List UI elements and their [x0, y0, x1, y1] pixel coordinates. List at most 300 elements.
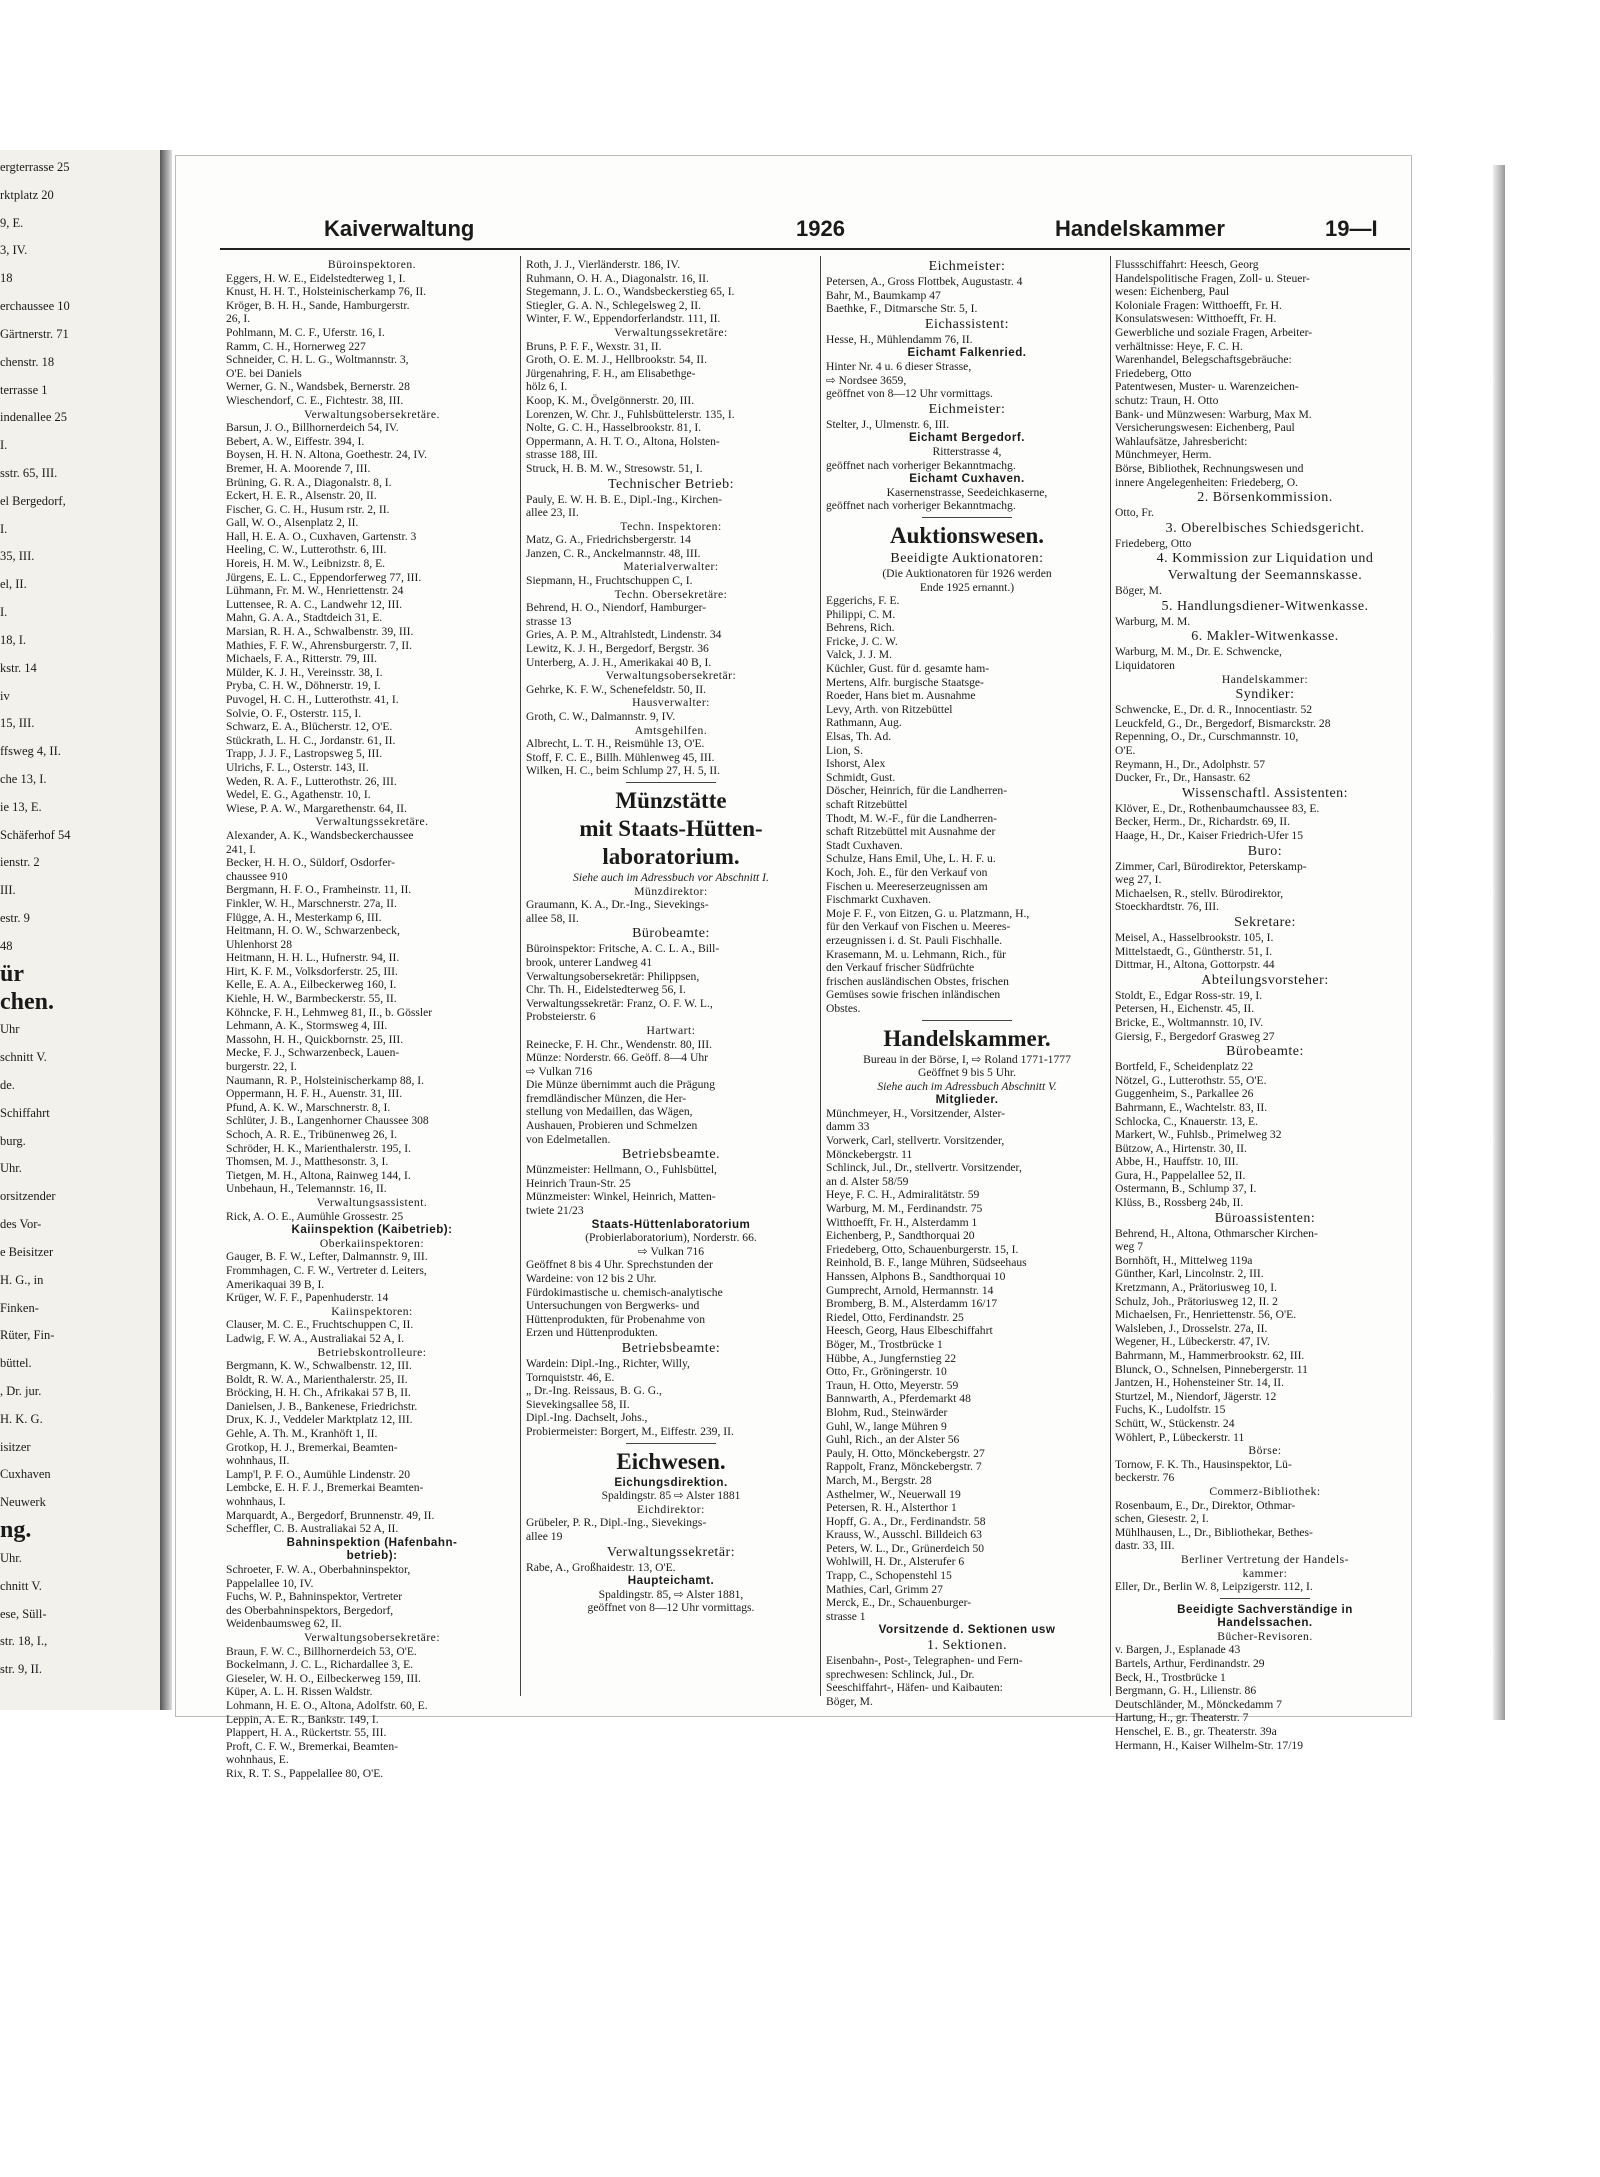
entry-line: Moje F. F., von Eitzen, G. u. Platzmann, H., [826, 906, 1030, 920]
column-1 [226, 258, 518, 1781]
entry-line: Wöhlert, P., Lübeckerstr. 11 [1115, 1430, 1245, 1444]
entry-line: Bureau in der Börse, I, ⇨ Roland 1771-1777 [863, 1052, 1071, 1066]
entry-line: Winter, F. W., Eppendorferlandstr. 111, II. [526, 312, 721, 326]
section-heading: Eichassistent: [925, 316, 1009, 332]
entry-line: Bergmann, G. H., Lilienstr. 86 [1115, 1684, 1257, 1698]
entry-line: Friedeberg, Otto, Schauenburgerstr. 15, I. [826, 1242, 1019, 1256]
entry-line: Rosenbaum, E., Dr., Direktor, Othmar- [1115, 1498, 1296, 1512]
left-page-line: ng. [0, 1517, 32, 1544]
entry-line: erzeugnissen i. d. St. Pauli Fischhalle. [826, 933, 1003, 947]
entry-line: wohnhaus, I. [226, 1495, 286, 1509]
entry-line: Verwaltungsobersekretär: Philippsen, [526, 969, 700, 983]
entry-line: Brüning, G. R. A., Diagonalstr. 8, I. [226, 475, 392, 489]
section-heading: 1. Sektionen. [927, 1638, 1007, 1654]
column-2 [526, 258, 816, 1615]
entry-line: Verwaltungssekretär: Franz, O. F. W. L., [526, 996, 713, 1010]
entry-line: Schütt, W., Stückenstr. 24 [1115, 1416, 1235, 1430]
entry-line: Siehe auch im Adressbuch vor Abschnitt I. [573, 870, 769, 884]
entry-line: Bützow, A., Hirtenstr. 30, II. [1115, 1141, 1247, 1155]
entry-line: Behrend, H. O., Niendorf, Hamburger- [526, 601, 707, 615]
entry-line: Schulz, Joh., Prätoriusweg 12, II. 2 [1115, 1294, 1278, 1308]
entry-line: Mönckebergstr. 11 [826, 1147, 913, 1161]
entry-line: Markert, W., Fuhlsb., Primelweg 32 [1115, 1128, 1282, 1142]
entry-line: Frommhagen, C. F. W., Vertreter d. Leiters, [226, 1263, 427, 1277]
left-page-line: el Bergedorf, [0, 493, 66, 508]
section-heading: betrieb): [346, 1549, 398, 1563]
left-page-line: estr. 9 [0, 911, 30, 926]
entry-line: Günther, Karl, Lincolnstr. 2, III. [1115, 1267, 1264, 1281]
section-heading: Eichamt Falkenried. [907, 346, 1027, 360]
left-page-line: H. K. G. [0, 1411, 43, 1426]
header-right-title: Handelskammer [1055, 216, 1225, 241]
entry-line: Elsas, Th. Ad. [826, 730, 892, 744]
entry-line: Konsulatswesen: Witthoefft, Fr. H. [1115, 312, 1277, 326]
entry-line: Blunck, O., Schnelsen, Pinnebergerstr. 11 [1115, 1362, 1308, 1376]
entry-line: burgerstr. 22, I. [226, 1060, 297, 1074]
entry-line: Erzen und Hüttenprodukten. [526, 1326, 658, 1340]
section-heading: Wissenschaftl. Assistenten: [1181, 785, 1349, 801]
entry-line: Gall, W. O., Alsenplatz 2, II. [226, 516, 359, 530]
section-heading: Haupteichamt. [627, 1574, 715, 1588]
section-title: Handelskammer. [883, 1025, 1051, 1051]
left-page-line: sstr. 65, III. [0, 466, 58, 480]
left-page-line: ese, Süll- [0, 1606, 47, 1621]
entry-line: ⇨ Vulkan 716 [637, 1244, 705, 1258]
entry-line: weg 7 [1115, 1240, 1144, 1254]
entry-line: Bockelmann, J. C. L., Richardallee 3, E. [226, 1658, 414, 1672]
entry-line: Kiehle, H. W., Barmbeckerstr. 55, II. [226, 992, 397, 1006]
header-year: 1926 [796, 216, 845, 241]
section-heading: Handelskammer: [1221, 672, 1309, 686]
entry-line: frischen ausländischen Obstes, frischen [826, 974, 1009, 988]
page-number: 19—I [1325, 216, 1378, 241]
entry-line: allee 58, II. [526, 911, 579, 925]
entry-line: Horeis, H. M. W., Leibnizstr. 8, E. [226, 557, 386, 571]
separator [626, 782, 716, 783]
entry-line: Albrecht, L. T. H., Reismühle 13, O'E. [526, 737, 705, 751]
entry-line: Gehrke, K. F. W., Schenefeldstr. 50, II. [526, 682, 707, 696]
entry-line: Ende 1925 ernannt.) [919, 580, 1015, 594]
entry-line: Graumann, K. A., Dr.-Ing., Sievekings- [526, 898, 709, 912]
left-page-line: Uhr. [0, 1550, 22, 1565]
entry-line: Hesse, H., Mühlendamm 76, II. [826, 332, 973, 346]
entry-line: Mertens, Alfr. burgische Staatsge- [826, 675, 984, 689]
left-page-line: orsitzender [0, 1189, 56, 1204]
entry-line: Warburg, M. M., Ferdinandstr. 75 [826, 1202, 983, 1216]
separator [626, 1443, 716, 1444]
entry-line: wesen: Eichenberg, Paul [1115, 285, 1230, 299]
entry-line: Petersen, R. H., Alsterthor 1 [826, 1501, 957, 1515]
entry-line: an d. Alster 58/59 [826, 1174, 909, 1188]
left-page-line: 18 [0, 271, 13, 286]
left-page-fragment [0, 150, 162, 1710]
left-page-line: 15, III. [0, 716, 35, 731]
column-rule [820, 256, 821, 1696]
entry-line: Scheffler, C. B. Australiakai 52 A, II. [226, 1522, 399, 1536]
entry-line: Proft, C. F. W., Bremerkai, Beamten- [226, 1739, 398, 1753]
entry-line: Bahr, M., Baumkamp 47 [826, 288, 941, 302]
entry-line: schaft Ritzebüttel mit Ausnahme der [826, 825, 996, 839]
entry-line: Unterberg, A. J. H., Amerikakai 40 B, I. [526, 655, 712, 669]
entry-line: Repenning, O., Dr., Curschmannstr. 10, [1115, 730, 1299, 744]
entry-line: Grotkop, H. J., Bremerkai, Beamten- [226, 1440, 398, 1454]
entry-line: Ducker, Fr., Dr., Hansastr. 62 [1115, 771, 1251, 785]
entry-line: Friedeberg, Otto [1115, 366, 1192, 380]
entry-line: Michaels, F. A., Ritterstr. 79, III. [226, 652, 378, 666]
entry-line: von Edelmetallen. [526, 1132, 611, 1146]
section-heading: Eichmeister: [928, 259, 1006, 274]
entry-line: Ruhmann, O. H. A., Diagonalstr. 16, II. [526, 271, 709, 285]
separator [922, 517, 1012, 518]
entry-line: schutz: Traun, H. Otto [1115, 393, 1219, 407]
left-page-line: 48 [0, 938, 13, 953]
entry-line: ⇨ Nordsee 3659, [826, 373, 907, 387]
column-rule [1110, 256, 1111, 1696]
left-page-line: I. [0, 438, 8, 453]
left-page-line: che 13, I. [0, 772, 47, 786]
entry-line: Siehe auch im Adressbuch Abschnitt V. [877, 1079, 1057, 1093]
entry-line: verhältnisse: Heye, F. C. H. [1115, 339, 1243, 353]
entry-line: 26, I. [226, 312, 251, 326]
entry-line: Die Münze übernimmt auch die Prägung [526, 1078, 715, 1092]
entry-line: Krüger, W. F. F., Papenhuderstr. 14 [226, 1291, 389, 1305]
section-heading: Verwaltungsobersekretäre: [303, 1630, 441, 1644]
section-heading: Kaiinspektion (Kaibetrieb): [291, 1223, 453, 1237]
entry-line: Aushauen, Probieren und Schmelzen [526, 1119, 698, 1133]
entry-line: Boldt, R. W. A., Marienthalerstr. 25, II. [226, 1372, 408, 1386]
section-heading: Oberkaiinspektoren: [319, 1236, 425, 1250]
entry-line: Eggerichs, F. E. [826, 594, 900, 608]
section-heading: Eichamt Cuxhaven. [909, 472, 1025, 486]
entry-line: Flussschiffahrt: Heesch, Georg [1115, 258, 1259, 271]
entry-line: Bremer, H. A. Moorende 7, III. [226, 461, 371, 475]
left-page-line: Schiffahrt [0, 1105, 50, 1120]
entry-line: Eisenbahn-, Post-, Telegraphen- und Fern- [826, 1654, 1023, 1668]
separator [1220, 1598, 1310, 1599]
entry-line: Mülder, K. J. H., Vereinsstr. 38, I. [226, 665, 383, 679]
entry-line: „ Dr.-Ing. Reissaus, B. G. G., [526, 1384, 662, 1398]
section-heading: Hausverwalter: [632, 696, 710, 710]
section-heading: Büroassistenten: [1214, 1210, 1316, 1226]
section-title: mit Staats-Hütten- [579, 815, 763, 841]
entry-line: geöffnet nach vorheriger Bekanntmachg. [826, 458, 1016, 472]
entry-line: Ulrichs, F. L., Osterstr. 143, II. [226, 760, 369, 774]
entry-line: Warenhandel, Belegschaftsgebräuche: [1115, 353, 1292, 367]
entry-line: Trapp, C., Schopenstehl 15 [826, 1569, 952, 1583]
entry-line: Traun, H. Otto, Meyerstr. 59 [826, 1378, 959, 1392]
entry-line: hölz 6, I. [526, 380, 568, 394]
section-heading: Bürobeamte: [632, 926, 710, 942]
entry-line: Merck, E., Dr., Schauenburger- [826, 1596, 972, 1610]
entry-line: O'E. bei Daniels [226, 366, 302, 380]
entry-line: Solvie, O. F., Osterstr. 115, I. [226, 706, 362, 720]
section-heading: Verwaltungsassistent. [316, 1195, 428, 1209]
entry-line: Heinrich Traun-Str. 25 [526, 1176, 631, 1190]
section-heading: Verwaltungsobersekretär: [605, 669, 737, 683]
left-page-line: erchaussee 10 [0, 299, 70, 314]
entry-line: Stelter, J., Ulmenstr. 6, III. [826, 417, 950, 431]
left-page-line: ür [0, 960, 24, 987]
left-page-line: Uhr. [0, 1161, 22, 1176]
entry-line: Dittmar, H., Altona, Gottorpstr. 44 [1115, 958, 1275, 972]
entry-line: Pauly, H. Otto, Mönckebergstr. 27 [826, 1446, 985, 1460]
entry-line: Wegener, H., Lübeckerstr. 47, IV. [1115, 1335, 1270, 1349]
entry-line: Mathies, F. F. W., Ahrensburgerstr. 7, II. [226, 638, 413, 652]
entry-line: Oppermann, A. H. T. O., Altona, Holsten- [526, 434, 720, 448]
entry-line: Uhlenhorst 28 [226, 937, 293, 951]
entry-line: Fischer, G. C. H., Husum rstr. 2, II. [226, 502, 390, 516]
entry-line: Vorwerk, Carl, stellvertr. Vorsitzender, [826, 1134, 1005, 1148]
section-heading: Hartwart: [646, 1023, 696, 1037]
entry-line: Hermann, H., Kaiser Wilhelm-Str. 17/19 [1115, 1738, 1304, 1752]
entry-line: Probsteierstr. 6 [526, 1010, 596, 1024]
entry-line: Schulze, Hans Emil, Uhe, L. H. F. u. [826, 852, 996, 866]
entry-line: Fricke, J. C. W. [826, 634, 898, 648]
entry-line: allee 19 [526, 1529, 563, 1543]
left-page-line: ie 13, E. [0, 799, 42, 814]
entry-line: Gries, A. P. M., Altrahlstedt, Lindenstr. 34 [526, 628, 722, 642]
entry-line: Stoff, F. C. E., Billh. Mühlenweg 45, III. [526, 750, 715, 764]
entry-line: Roeder, Hans biet m. Ausnahme [826, 689, 976, 703]
entry-line: Wahlaufsätze, Jahresbericht: [1115, 434, 1248, 448]
entry-line: Tornow, F. K. Th., Hausinspektor, Lü- [1115, 1457, 1292, 1471]
entry-line: Bahrmann, M., Hammerbrookstr. 62, III. [1115, 1349, 1305, 1362]
entry-line: Sievekingsallee 58, II. [526, 1397, 630, 1411]
entry-line: Guhl, W., lange Mühren 9 [826, 1419, 947, 1433]
column-3 [826, 258, 1108, 1708]
entry-line: Bahrmann, E., Wachtelstr. 83, II. [1115, 1100, 1268, 1114]
section-heading: Verwaltungssekretäre: [614, 325, 728, 339]
entry-line: Münze: Norderstr. 66. Geöff. 8—4 Uhr [526, 1051, 709, 1065]
left-page-line: de. [0, 1078, 15, 1092]
entry-line: Köhncke, F. H., Lehmweg 81, II., b. Gössler [226, 1005, 433, 1019]
left-page-line: terrasse 1 [0, 382, 48, 397]
entry-line: Clauser, M. C. E., Fruchtschuppen C, II. [226, 1318, 414, 1332]
entry-line: schaft Ritzebüttel [826, 798, 908, 811]
entry-line: Schwarz, E. A., Blücherstr. 12, O'E. [226, 720, 393, 734]
entry-line: Eggers, H. W. E., Eidelstedterweg 1, I. [226, 271, 406, 285]
left-page-line: chnitt V. [0, 1578, 42, 1593]
entry-line: Bannwarth, A., Pferdemarkt 48 [826, 1392, 971, 1406]
entry-line: dastr. 33, III. [1115, 1539, 1175, 1553]
left-page-line: el, II. [0, 577, 27, 592]
entry-line: Fuchs, W. P., Bahninspektor, Vertreter [226, 1590, 403, 1604]
entry-line: Boysen, H. H. N. Altona, Goethestr. 24, IV. [226, 448, 428, 462]
entry-line: Pappelallee 10, IV. [226, 1576, 314, 1590]
entry-line: (Die Auktionatoren für 1926 werden [882, 566, 1052, 580]
entry-line: Kretzmann, A., Prätoriusweg 10, I. [1115, 1281, 1277, 1295]
entry-line: Groth, C. W., Dalmannstr. 9, IV. [526, 710, 676, 723]
entry-line: Puvogel, H. C. H., Lutterothstr. 41, I. [226, 693, 399, 706]
section-heading: Betriebsbeamte: [621, 1340, 721, 1356]
entry-line: Ritterstrasse 4, [932, 444, 1002, 458]
entry-line: Baethke, F., Ditmarsche Str. 5, I. [826, 302, 978, 316]
entry-line: beckerstr. 76 [1115, 1471, 1175, 1485]
entry-line: Koop, K. M., Övelgönnerstr. 20, III. [526, 393, 695, 407]
entry-line: Böger, M., Trostbrücke 1 [826, 1337, 943, 1351]
entry-line: Ostermann, B., Schlump 37, I. [1115, 1182, 1257, 1196]
entry-line: Hartung, H., gr. Theaterstr. 7 [1115, 1711, 1249, 1725]
column-4 [1115, 258, 1415, 1752]
entry-line: Werner, G. N., Wandsbek, Bernerstr. 28 [226, 380, 410, 394]
entry-line: Riedel, Otto, Ferdinandstr. 25 [826, 1310, 964, 1324]
section-heading: Vorsitzende d. Sektionen usw [878, 1623, 1056, 1637]
entry-line: Warburg, M. M. [1115, 614, 1191, 628]
entry-line: Krauss, W., Ausschl. Billdeich 63 [826, 1528, 982, 1542]
entry-line: Wardein: Dipl.-Ing., Richter, Willy, [526, 1356, 690, 1370]
entry-line: Lorenzen, W. Chr. J., Fuhlsbüttelerstr. 135, I. [526, 407, 735, 421]
left-page-line: I. [0, 521, 8, 536]
entry-line: Stadt Cuxhaven. [826, 838, 903, 852]
entry-line: Kelle, E. A. A., Eilbeckerweg 160, I. [226, 978, 397, 992]
section-heading: Technischer Betrieb: [607, 476, 735, 492]
entry-line: Bank- und Münzwesen: Warburg, Max M. [1115, 407, 1312, 421]
entry-line: Heye, F. C. H., Admiralitätstr. 59 [826, 1188, 980, 1202]
left-page-line: Schäferhof 54 [0, 827, 71, 842]
left-page-line: Rüter, Fin- [0, 1328, 55, 1343]
entry-line: Flügge, A. H., Mesterkamp 6, III. [226, 910, 382, 924]
section-heading: Börse: [1248, 1444, 1282, 1458]
entry-line: Sturtzel, M., Niendorf, Jägerstr. 12 [1115, 1389, 1277, 1403]
section-heading: Münzdirektor: [634, 884, 708, 898]
entry-line: Stegemann, J. L. O., Wandsbeckerstieg 65, I. [526, 285, 735, 299]
entry-line: Koloniale Fragen: Witthoefft, Fr. H. [1115, 298, 1282, 312]
entry-line: damm 33 [826, 1120, 870, 1134]
left-page-line: Finken- [0, 1300, 39, 1315]
entry-line: Mathies, Carl, Grimm 27 [826, 1582, 943, 1596]
left-page-line: ffsweg 4, II. [0, 744, 61, 759]
entry-line: Bricke, E., Woltmannstr. 10, IV. [1115, 1015, 1264, 1029]
entry-line: Pohlmann, M. C. F., Uferstr. 16, I. [226, 325, 385, 339]
entry-line: Seeschiffahrt-, Häfen- und Kaibauten: [826, 1681, 1003, 1695]
entry-line: Mahn, G. A. A., Stadtdeich 31, E. [226, 611, 383, 625]
entry-line: Becker, H. H. O., Süldorf, Osdorfer- [226, 856, 395, 870]
section-heading: Techn. Obersekretäre: [614, 587, 728, 601]
entry-line: Haage, H., Dr., Kaiser Friedrich-Ufer 15 [1115, 829, 1304, 842]
section-heading: Betriebskontrolleure: [317, 1345, 427, 1359]
entry-line: Gehle, A. Th. M., Kranhöft 1, II. [226, 1427, 378, 1441]
left-page-line: Gärtnerstr. 71 [0, 326, 69, 341]
entry-line: Knust, H. H. T., Holsteinischerkamp 76, II. [226, 285, 427, 299]
entry-line: 241, I. [226, 842, 256, 856]
section-title: Auktionswesen. [889, 522, 1044, 548]
entry-line: Küper, A. L. H. Rissen Waldstr. [226, 1685, 373, 1699]
entry-line: ⇨ Vulkan 716 [526, 1064, 593, 1078]
entry-line: Luttensee, R. A. C., Landwehr 12, III. [226, 597, 403, 611]
entry-line: Hüttenprodukten, für Probenahme von [526, 1312, 706, 1326]
entry-line: Münzmeister: Hellmann, O., Fuhlsbüttel, [526, 1163, 717, 1177]
entry-line: Levy, Arth. von Ritzebüttel [826, 702, 953, 716]
entry-line: Stückrath, L. H. C., Jordanstr. 61, II. [226, 733, 396, 747]
left-page-line: burg. [0, 1133, 26, 1148]
entry-line: Trapp, J. J. F., Lastropsweg 5, III. [226, 747, 383, 761]
entry-line: (Probierlaboratorium), Norderstr. 66. [585, 1231, 757, 1245]
section-heading: Eichdirektor: [637, 1502, 705, 1516]
entry-line: Plappert, H. A., Rückertstr. 55, III. [226, 1726, 387, 1740]
entry-line: Lamp'l, P. F. O., Aumühle Lindenstr. 20 [226, 1467, 411, 1481]
entry-line: Münchmeyer, Herm. [1115, 448, 1212, 462]
section-heading: Verwaltung der Seemannskasse. [1167, 568, 1363, 584]
section-heading: 5. Handlungsdiener-Witwenkasse. [1161, 598, 1369, 614]
book-gutter [160, 150, 172, 1710]
entry-line: Rappolt, Franz, Mönckebergstr. 7 [826, 1460, 982, 1474]
left-page-line: III. [0, 883, 16, 898]
entry-line: Heitmann, H. H. L., Hufnerstr. 94, II. [226, 951, 400, 965]
entry-line: twiete 21/23 [526, 1204, 584, 1218]
entry-line: Thodt, M. W.-F., für die Landherren- [826, 811, 998, 825]
section-heading: Handelssachen. [1217, 1616, 1313, 1630]
entry-line: Bruns, P. F. F., Wexstr. 31, II. [526, 339, 662, 353]
entry-line: Hinter Nr. 4 u. 6 dieser Strasse, [826, 359, 972, 373]
entry-line: Bergmann, K. W., Schwalbenstr. 12, III. [226, 1359, 412, 1373]
section-title: Münzstätte [615, 787, 727, 813]
entry-line: Münchmeyer, H., Vorsitzender, Alster- [826, 1106, 1006, 1120]
entry-line: Versicherungswesen: Eichenberg, Paul [1115, 421, 1295, 435]
entry-line: Böger, M. [826, 1694, 873, 1708]
entry-line: Ladwig, F. W. A., Australiakai 52 A, I. [226, 1331, 405, 1345]
entry-line: geöffnet von 8—12 Uhr vormittags. [587, 1601, 755, 1615]
entry-line: O'E. [1115, 744, 1136, 758]
entry-line: Guhl, Rich., an der Alster 56 [826, 1433, 960, 1447]
entry-line: Marquardt, A., Bergedorf, Brunnenstr. 49, II. [226, 1508, 435, 1522]
entry-line: Jürgenahring, F. H., am Elisabethge- [526, 366, 696, 380]
entry-line: Börse, Bibliothek, Rechnungswesen und [1115, 461, 1304, 475]
entry-line: Nolte, G. C. H., Hasselbrookstr. 81, I. [526, 421, 702, 435]
entry-line: Guggenheim, S., Parkallee 26 [1115, 1087, 1254, 1101]
entry-line: Schlinck, Jul., Dr., stellvertr. Vorsitzender, [826, 1161, 1022, 1175]
left-page-line: Uhr [0, 1022, 20, 1037]
entry-line: Leppin, A. E. R., Bankstr. 149, I. [226, 1712, 379, 1726]
left-page-line: Neuwerk [0, 1495, 46, 1510]
entry-line: Ishorst, Alex [826, 757, 886, 771]
entry-line: Amerikaquai 39 B, I. [226, 1277, 325, 1291]
section-heading: Eichmeister: [928, 401, 1006, 417]
entry-line: Schlocka, C., Knauerstr. 13, E. [1115, 1114, 1258, 1128]
left-page-line: , Dr. jur. [0, 1384, 42, 1398]
entry-line: Tornquiststr. 46, E. [526, 1370, 615, 1384]
section-heading: Kaiinspektoren: [331, 1304, 413, 1318]
entry-line: Leuckfeld, G., Dr., Bergedorf, Bismarckstr. 28 [1115, 716, 1331, 730]
entry-line: Stiegler, G. A. N., Schlegelsweg 2, II. [526, 298, 702, 312]
entry-line: Petersen, H., Eichenstr. 45, II. [1115, 1002, 1255, 1016]
section-title: laboratorium. [602, 843, 740, 869]
entry-line: Abbe, H., Hauffstr. 10, III. [1115, 1155, 1239, 1169]
entry-line: Kasernenstrasse, Seedeichkaserne, [886, 485, 1048, 499]
entry-line: Groth, O. E. M. J., Hellbrookstr. 54, II. [526, 353, 707, 367]
entry-line: Böger, M. [1115, 584, 1162, 598]
entry-line: Reinecke, F. H. Chr., Wendenstr. 80, III. [526, 1037, 712, 1051]
left-page-line: e Beisitzer [0, 1244, 54, 1259]
entry-line: Pryba, C. H. W., Döhnerstr. 19, I. [226, 679, 381, 693]
entry-line: Janzen, C. R., Anckelmannstr. 48, III. [526, 546, 701, 560]
entry-line: v. Bargen, J., Esplanade 43 [1115, 1643, 1241, 1657]
entry-line: Friedeberg, Otto [1115, 536, 1192, 550]
entry-line: Fischen u. Meereserzeugnissen am [826, 879, 988, 893]
entry-line: Fuchs, K., Ludolfstr. 15 [1115, 1403, 1226, 1417]
section-heading: 6. Makler-Witwenkasse. [1191, 629, 1339, 645]
section-heading: Buro: [1247, 843, 1283, 859]
entry-line: Thomsen, M. J., Matthesonstr. 3, I. [226, 1155, 389, 1169]
entry-line: Marsian, R. H. A., Schwalbenstr. 39, III. [226, 625, 414, 639]
entry-line: Drux, K. J., Veddeler Marktplatz 12, III. [226, 1413, 413, 1427]
section-heading: Techn. Inspektoren: [620, 519, 722, 533]
section-heading: Mitglieder. [935, 1093, 999, 1107]
section-heading: Verwaltungsobersekretäre. [304, 407, 440, 421]
entry-line: Wardeine: von 12 bis 2 Uhr. [526, 1272, 657, 1285]
entry-line: Liquidatoren [1115, 659, 1175, 673]
left-page-line: indenallee 25 [0, 410, 67, 425]
entry-line: Lewitz, K. J. H., Bergedorf, Bergstr. 36 [526, 642, 709, 656]
